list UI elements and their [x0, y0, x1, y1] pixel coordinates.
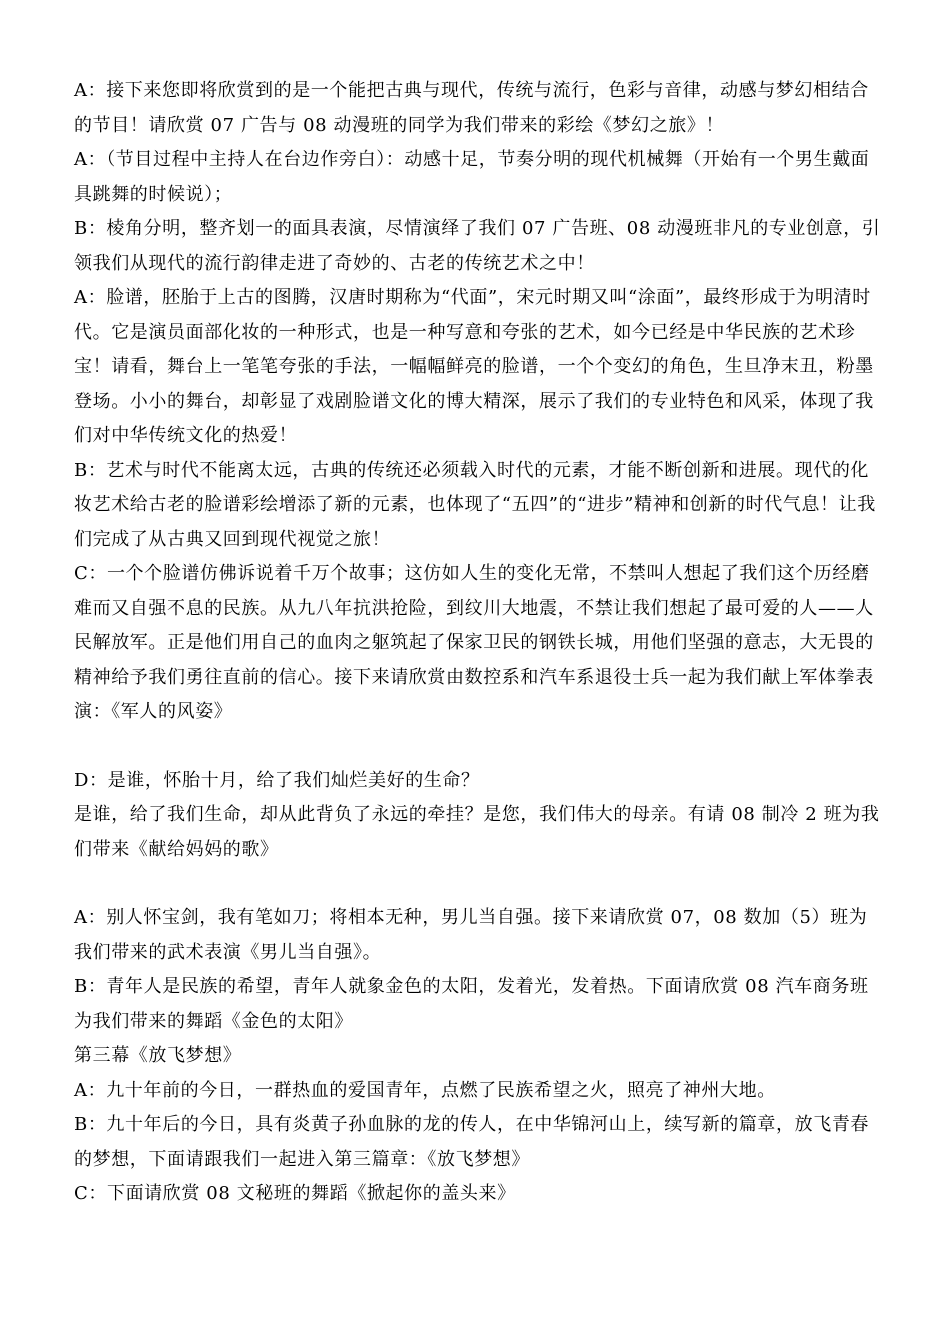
paragraph-host-d-mother: D：是谁，怀胎十月，给了我们灿烂美好的生命？ — [74, 769, 480, 791]
act-three-heading: 第三幕《放飞梦想》 — [74, 1045, 242, 1066]
paragraph-mother-song: 是谁，给了我们生命，却从此背负了永远的牵挂？是您，我们伟大的母亲。有请 08 制冷 2 班为我们带来《献给妈妈的歌》 — [74, 804, 880, 860]
paragraph-host-b-mask: B：棱角分明，整齐划一的面具表演，尽情演绎了我们 07 广告班、08 动漫班非凡的专业创意，引领我们从现代的流行韵律走进了奇妙的、古老的传统艺术之中！ — [74, 218, 881, 274]
paragraph-host-c-dance: C：下面请欣赏 08 文秘班的舞蹈《掀起你的盖头来》 — [74, 1183, 516, 1204]
blank-line — [74, 867, 884, 901]
paragraph-host-a-martial-arts: A：别人怀宝剑，我有笔如刀；将相本无种，男儿当自强。接下来请欣赏 07，08 数加（5）班为我们带来的武术表演《男儿当自强》。 — [74, 907, 868, 963]
paragraph-host-b-art-and-era: B：艺术与时代不能离太远，古典的传统还必须载入时代的元素，才能不断创新和进展。现代的化妆艺术给古老的脸谱彩绘增添了新的元素，也体现了“五四”的“进步”精神和创新的时代气息！让我们完成了从古典又回到现代视觉之旅！ — [74, 459, 876, 550]
paragraph-host-a-narration: A：（节目过程中主持人在台边作旁白）：动感十足，节奏分明的现代机械舞（开始有一个男生戴面具跳舞的时候说）； — [74, 149, 870, 205]
paragraph-host-a-ninety-years-ago: A：九十年前的今日，一群热血的爱国青年，点燃了民族希望之火，照亮了神州大地。 — [74, 1079, 776, 1101]
document-page — [74, 74, 884, 1212]
paragraph-host-a-facial-makeup: A：脸谱，胚胎于上古的图腾，汉唐时期称为“代面”，宋元时期又叫“涂面”，最终形成于为明清时代。它是演员面部化妆的一种形式，也是一种写意和夸张的艺术，如今已经是中华民族的艺术珍宝！请看，舞台上一笔笔夸张的手法，一幅幅鲜亮的脸谱，一个个变幻的角色，生旦净末丑，粉墨登场。小小的舞台，却彰显了戏剧脸谱文化的博大精深，展示了我们的专业特色和风采，体现了我们对中华传统文化的热爱！ — [74, 287, 874, 446]
blank-line — [74, 730, 884, 764]
paragraph-host-a-intro: A：接下来您即将欣赏到的是一个能把古典与现代，传统与流行，色彩与音律，动感与梦幻相结合的节目！请欣赏 07 广告与 08 动漫班的同学为我们带来的彩绘《梦幻之旅》！ — [74, 80, 869, 136]
paragraph-host-c-soldiers: C：一个个脸谱仿佛诉说着千万个故事；这仿如人生的变化无常，不禁叫人想起了我们这个历经磨难而又自强不息的民族。从九八年抗洪抢险，到纹川大地震，不禁让我们想起了最可爱的人——人民解放军。正是他们用自己的血肉之躯筑起了保家卫民的钢铁长城，用他们坚强的意志，大无畏的精神给予我们勇往直前的信心。接下来请欣赏由数控系和汽车系退役士兵一起为我们献上军体拳表演：《军人的风姿》 — [74, 563, 874, 722]
paragraph-host-b-ninety-years-later: B：九十年后的今日，具有炎黄子孙血脉的龙的传人，在中华锦河山上，续写新的篇章，放飞青春的梦想，下面请跟我们一起进入第三篇章：《放飞梦想》 — [74, 1114, 870, 1170]
paragraph-host-b-golden-sun: B：青年人是民族的希望，青年人就象金色的太阳，发着光，发着热。下面请欣赏 08 汽车商务班为我们带来的舞蹈《金色的太阳》 — [74, 976, 869, 1032]
